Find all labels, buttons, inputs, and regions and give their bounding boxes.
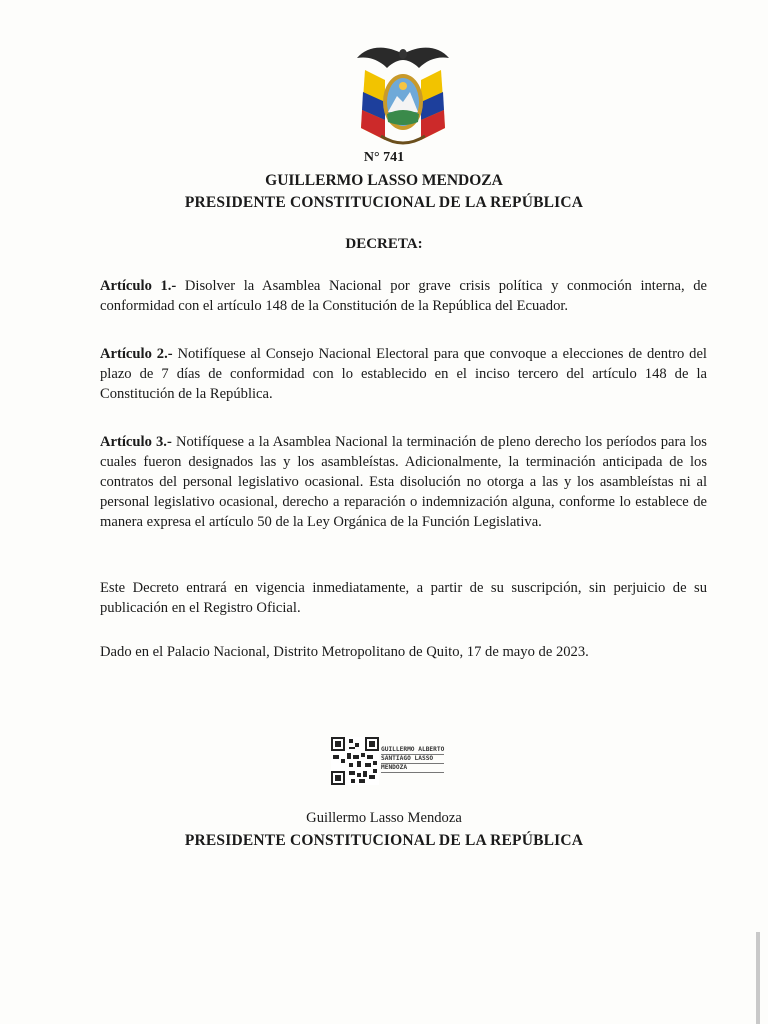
signature-line-2: SANTIAGO LASSO	[381, 755, 444, 764]
decreta-heading: DECRETA:	[345, 236, 423, 252]
dado-paragraph: Dado en el Palacio Nacional, Distrito Metropolitano de Quito, 17 de mayo de 2023.	[100, 644, 589, 660]
president-title: PRESIDENTE CONSTITUCIONAL DE LA REPÚBLICA	[184, 194, 584, 211]
signer-title: PRESIDENTE CONSTITUCIONAL DE LA REPÚBLICA	[184, 832, 584, 849]
article-3-text: Notifíquese a la Asamblea Nacional la terminación de pleno derecho los períodos para los cuales fueron designados las y los asambleístas. Adicionalmente, la terminación anticipada de los contratos del personal legislativo ocasional. Esta disolución no otorga a las y los asambleístas ni al personal legislativo ocasional, derecho a reparación o indemnización alguna, conforme lo establece de manera expresa el artículo 50 de la Ley Orgánica de la Función Legislativa.	[100, 434, 707, 530]
article-2-label: Artículo 2.-	[100, 346, 173, 362]
article-2-text: Notifíquese al Consejo Nacional Electoral para que convoque a elecciones de dentro del plazo de 7 días de conformidad con lo establecido en el inciso tercero del artículo 148 de la Constitución de la República.	[100, 346, 707, 402]
decree-number: N° 741	[363, 150, 405, 165]
electronic-signature	[381, 746, 444, 773]
scrollbar[interactable]	[756, 932, 760, 1024]
article-1	[100, 276, 707, 316]
signature-line-1: GUILLERMO ALBERTO	[381, 746, 445, 753]
vigencia-paragraph: Este Decreto entrará en vigencia inmediatamente, a partir de su suscripción, sin perjuicio de su publicación en el Registro Oficial.	[100, 580, 707, 616]
qr-code-icon	[331, 737, 379, 785]
signature-line-3: MENDOZA	[381, 764, 444, 773]
president-name: GUILLERMO LASSO MENDOZA	[265, 172, 503, 189]
article-1-text: Disolver la Asamblea Nacional por grave crisis política y conmoción interna, de conformidad con el artículo 148 de la Constitución de la República del Ecuador.	[100, 278, 707, 314]
article-1-label: Artículo 1.-	[100, 278, 177, 294]
article-2	[100, 344, 707, 404]
coat-of-arms-icon	[355, 40, 451, 150]
article-3-label: Artículo 3.-	[100, 434, 172, 450]
article-3	[100, 432, 707, 532]
signer-name: Guillermo Lasso Mendoza	[306, 810, 462, 826]
